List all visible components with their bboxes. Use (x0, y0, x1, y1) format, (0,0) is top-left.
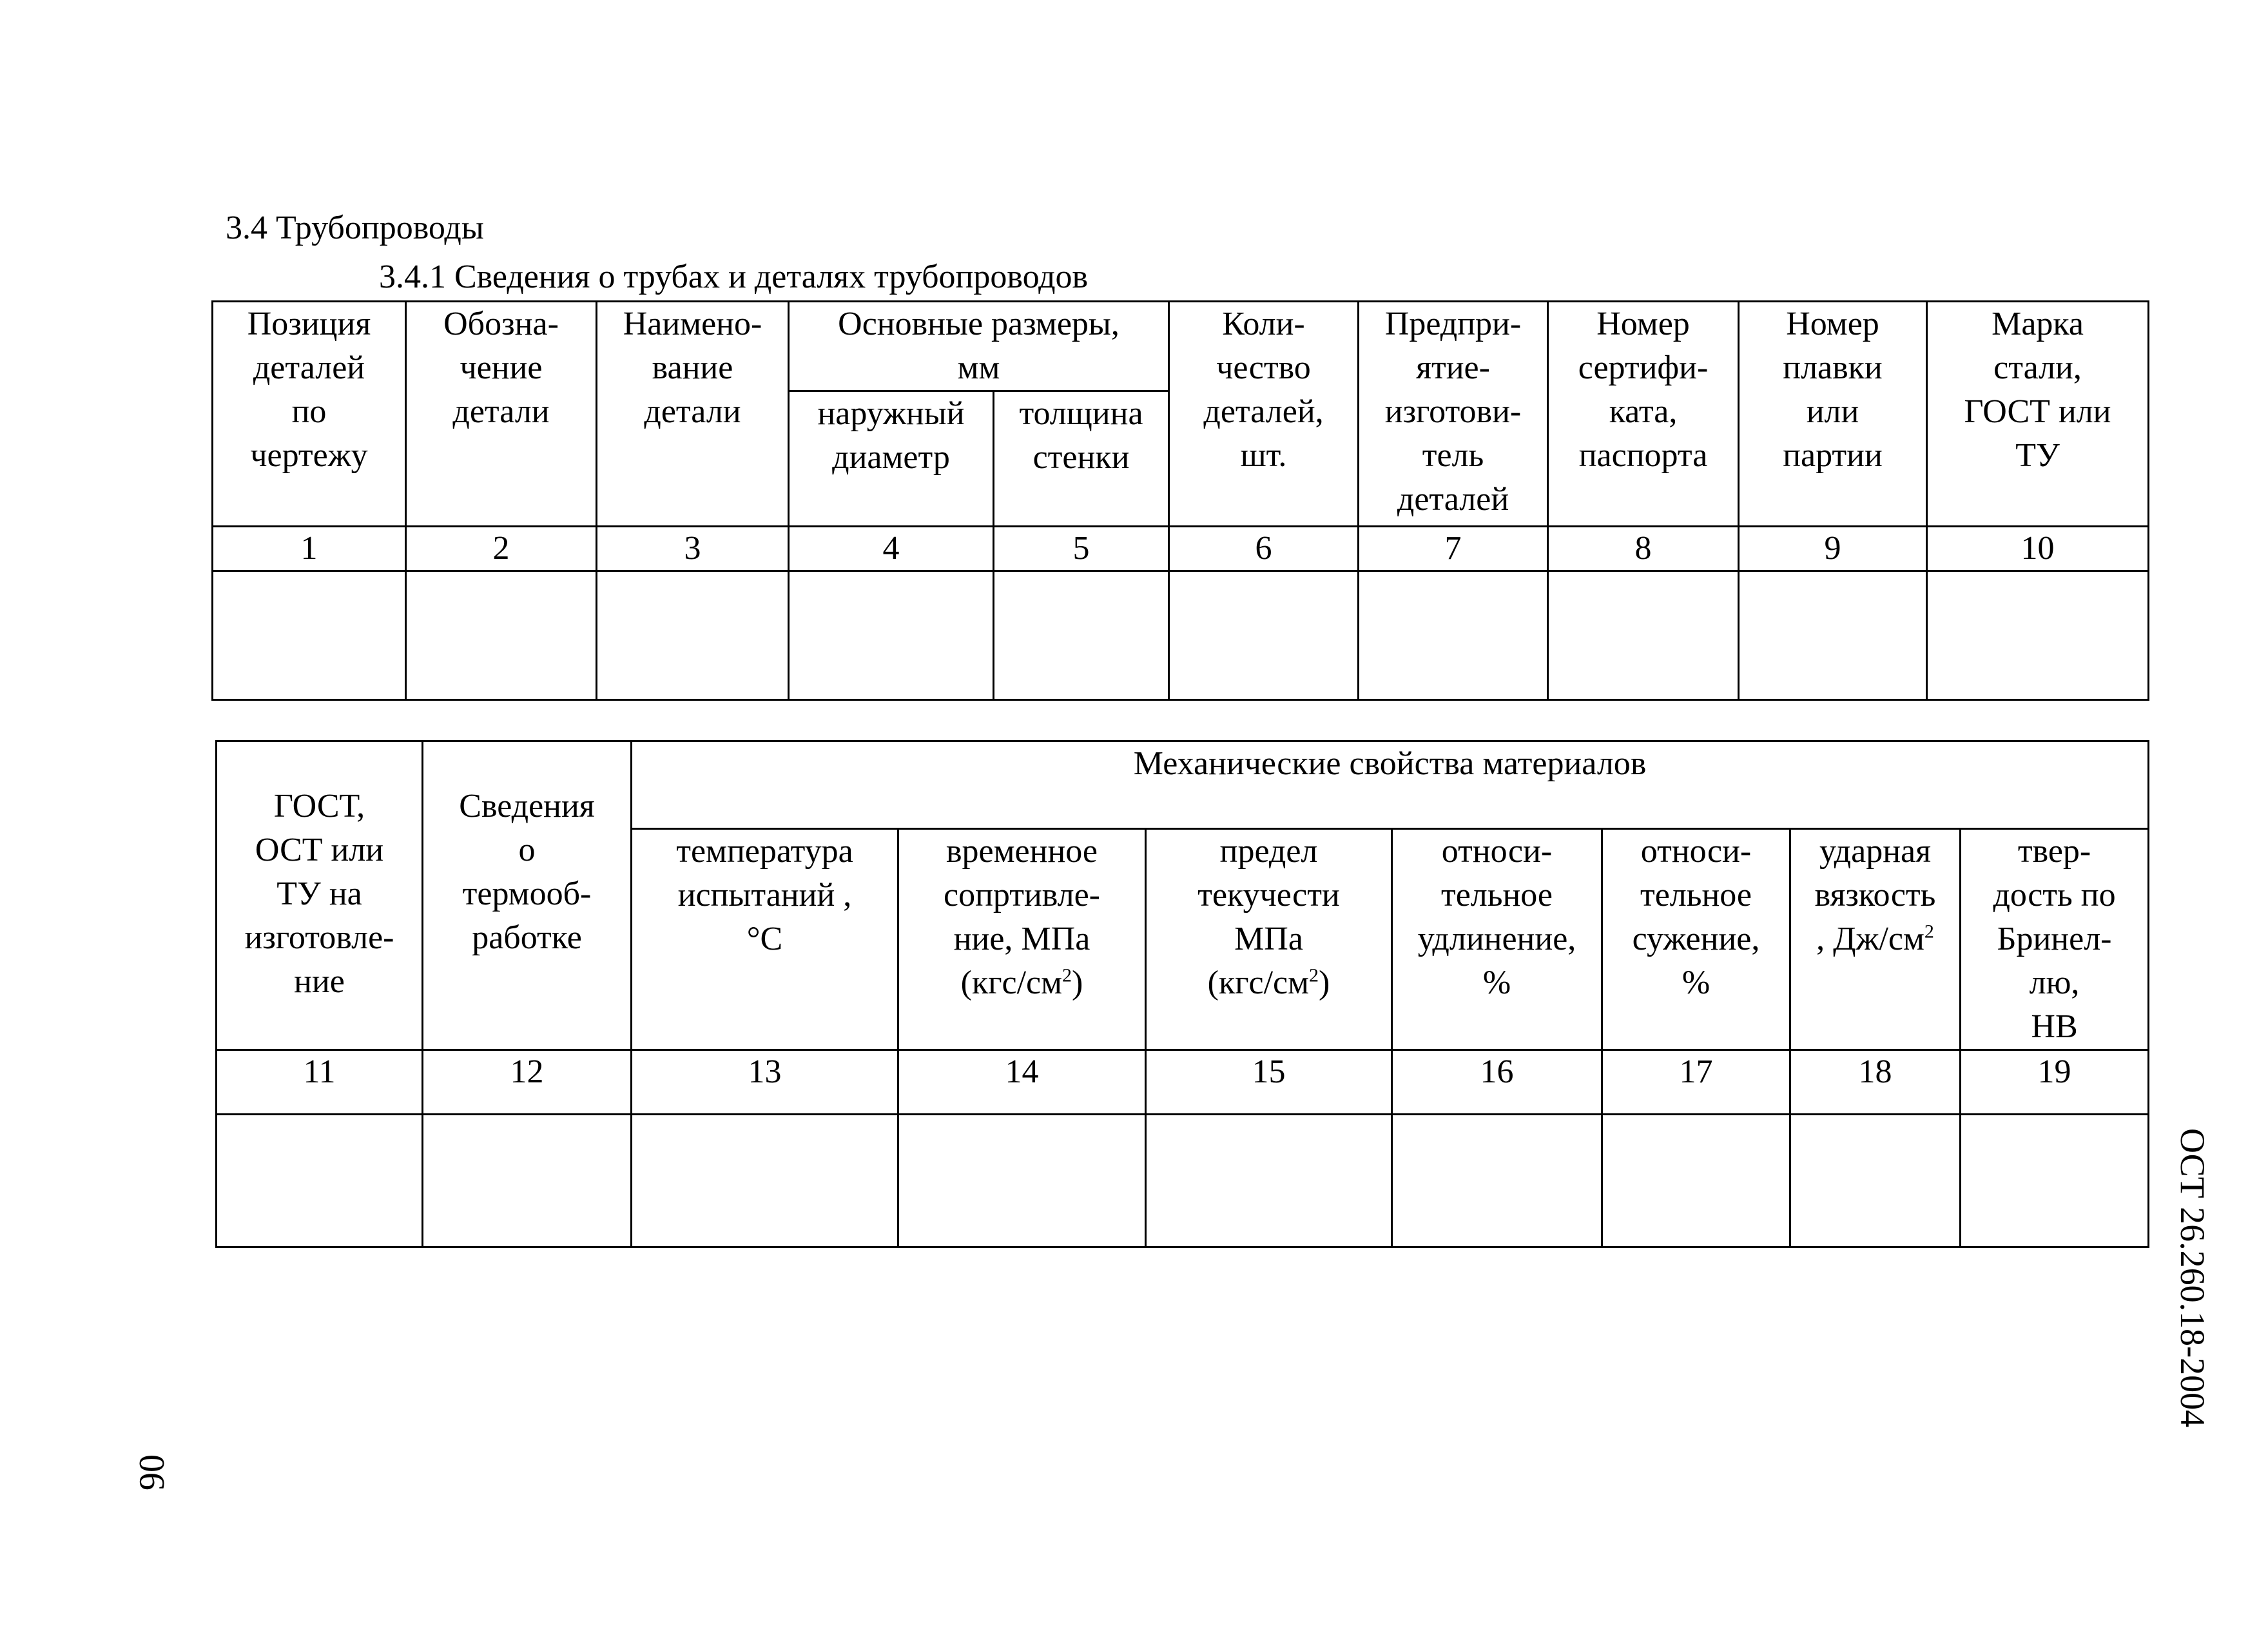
column-number: 13 (632, 1050, 898, 1115)
tensile-strength-text: временное сопртивле- ние, МПа (944, 833, 1100, 957)
document-code: ОСТ 26.260.18-2004 (2173, 1128, 2212, 1428)
header-elongation: относи- тельное удлинение, % (1392, 829, 1602, 1050)
yield-strength-text: предел текучести МПа (1197, 833, 1340, 957)
pipe-details-table (211, 300, 2149, 701)
empty-entry-cell (597, 571, 789, 700)
header-tensile-strength (898, 829, 1146, 1050)
header-name: Наимено- вание детали (597, 302, 789, 527)
impact-strength-unit: , Дж/см (1816, 921, 1924, 957)
header-quantity: Коли- чество деталей, шт. (1169, 302, 1359, 527)
header-standard: ГОСТ, ОСТ или ТУ на изготовле- ние (217, 741, 423, 1050)
column-number: 18 (1790, 1050, 1961, 1115)
column-number: 2 (406, 527, 597, 571)
section-title: 3.4 Трубопроводы (226, 210, 484, 246)
empty-entry-cell (1739, 571, 1927, 700)
empty-entry-cell (423, 1115, 632, 1247)
header-yield-strength (1146, 829, 1392, 1050)
header-hardness: твер- дость по Бринел- лю, НВ (1961, 829, 2149, 1050)
subsection-title: 3.4.1 Сведения о трубах и деталях трубопроводов (379, 259, 1089, 295)
empty-entry-cell (632, 1115, 898, 1247)
column-number: 1 (213, 527, 406, 571)
column-number: 7 (1359, 527, 1548, 571)
empty-entry-cell (1146, 1115, 1392, 1247)
empty-entry-cell (1602, 1115, 1790, 1247)
column-number: 5 (994, 527, 1169, 571)
superscript: 2 (1924, 921, 1934, 942)
header-outer-diameter: наружный диаметр (789, 391, 994, 527)
close-paren: ) (1319, 964, 1330, 1001)
column-number: 19 (1961, 1050, 2149, 1115)
column-number: 14 (898, 1050, 1146, 1115)
yield-strength-unit: (кгс/см (1207, 964, 1310, 1001)
tensile-strength-unit: (кгс/см (960, 964, 1063, 1001)
column-number: 17 (1602, 1050, 1790, 1115)
header-manufacturer: Предпри- ятие- изготови- тель деталей (1359, 302, 1548, 527)
superscript: 2 (1062, 964, 1072, 986)
header-wall-thickness: толщина стенки (994, 391, 1169, 527)
empty-entry-cell (1927, 571, 2149, 700)
column-number: 9 (1739, 527, 1927, 571)
column-number: 6 (1169, 527, 1359, 571)
header-main-dimensions: Основные размеры, мм (789, 302, 1169, 391)
empty-entry-cell (213, 571, 406, 700)
empty-entry-cell (406, 571, 597, 700)
superscript: 2 (1309, 964, 1319, 986)
header-steel-grade: Марка стали, ГОСТ или ТУ (1927, 302, 2149, 527)
column-number: 15 (1146, 1050, 1392, 1115)
column-number: 4 (789, 527, 994, 571)
empty-entry-cell (217, 1115, 423, 1247)
header-contraction: относи- тельное сужение, % (1602, 829, 1790, 1050)
column-number: 8 (1548, 527, 1739, 571)
impact-strength-text: ударная вязкость (1814, 833, 1936, 913)
header-position: Позиция деталей по чертежу (213, 302, 406, 527)
header-heat-treatment: Сведения о термооб- работке (423, 741, 632, 1050)
empty-entry-cell (1961, 1115, 2149, 1247)
empty-entry-cell (1359, 571, 1548, 700)
empty-entry-cell (994, 571, 1169, 700)
empty-entry-cell (1790, 1115, 1961, 1247)
page-number: 90 (132, 1454, 172, 1490)
empty-entry-cell (789, 571, 994, 700)
column-number: 12 (423, 1050, 632, 1115)
column-number: 10 (1927, 527, 2149, 571)
header-test-temperature: температура испытаний , °С (632, 829, 898, 1050)
empty-entry-cell (898, 1115, 1146, 1247)
column-number: 11 (217, 1050, 423, 1115)
column-number: 16 (1392, 1050, 1602, 1115)
header-designation: Обозна- чение детали (406, 302, 597, 527)
empty-entry-cell (1392, 1115, 1602, 1247)
empty-entry-cell (1169, 571, 1359, 700)
header-melt-number: Номер плавки или партии (1739, 302, 1927, 527)
header-mechanical-properties: Механические свойства материалов (632, 741, 2149, 829)
close-paren: ) (1072, 964, 1083, 1001)
mechanical-properties-table (215, 740, 2149, 1248)
header-impact-strength (1790, 829, 1961, 1050)
header-certificate-number: Номер сертифи- ката, паспорта (1548, 302, 1739, 527)
column-number: 3 (597, 527, 789, 571)
empty-entry-cell (1548, 571, 1739, 700)
